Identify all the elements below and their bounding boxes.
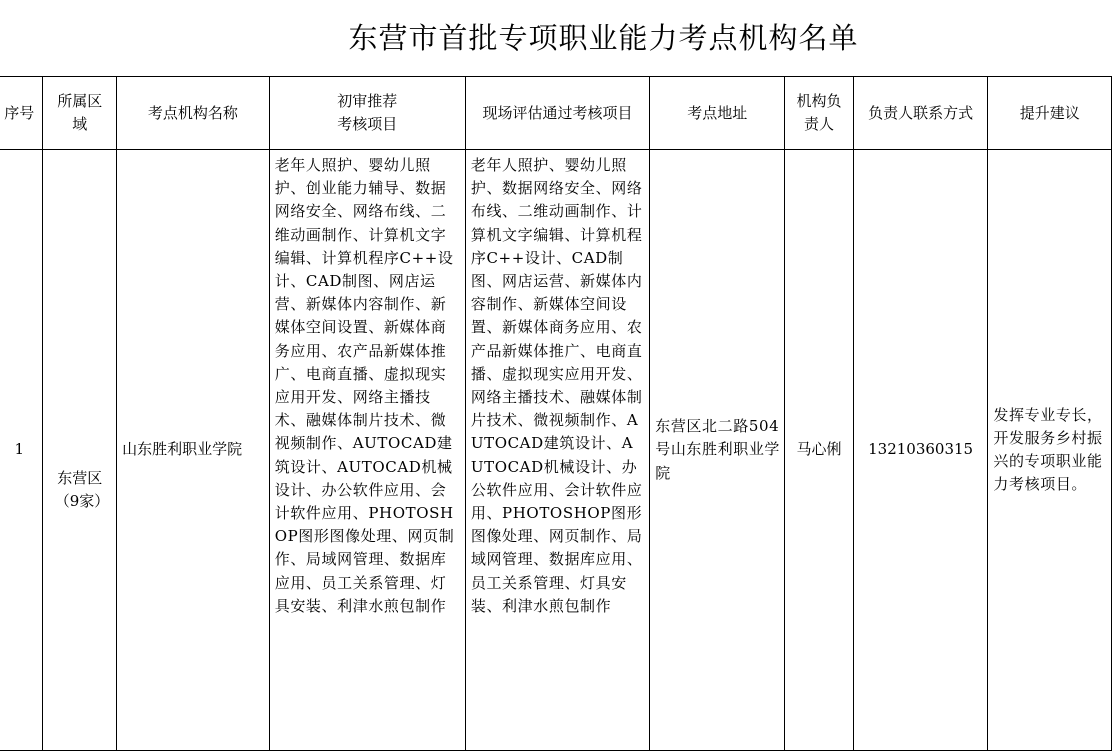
institution-table — [0, 76, 1112, 751]
header-district: 所属区域 — [43, 77, 117, 150]
cell-advice: 发挥专业专长，开发服务乡村振兴的专项职业能力考核项目。 — [988, 150, 1112, 751]
cell-initial-projects: 老年人照护、婴幼儿照护、创业能力辅导、数据网络安全、网络布线、二维动画制作、计算机文字编辑、计算机程序C++设计、CAD制图、网店运营、新媒体内容制作、新媒体空间设置、新媒体商务应用、农产品新媒体推广、电商直播、虚拟现实应用开发、网络主播技术、融媒体制片技术、微视频制作、AUTOCAD建筑设计、AUTOCAD机械设计、办公软件应用、会计软件应用、PHOTOSHOP图形图像处理、网页制作、局域网管理、数据库应用、员工关系管理、灯具安装、利津水煎包制作 — [269, 150, 465, 751]
cell-seq: 1 — [0, 150, 43, 751]
document-title: 东营市首批专项职业能力考点机构名单 — [348, 21, 859, 55]
cell-district: 东营区（9家） — [43, 150, 117, 751]
cell-org-name: 山东胜利职业学院 — [117, 150, 270, 751]
header-advice: 提升建议 — [988, 77, 1112, 150]
header-contact: 负责人联系方式 — [853, 77, 988, 150]
table-header-row — [0, 77, 1112, 150]
header-org-name: 考点机构名称 — [117, 77, 270, 150]
header-address: 考点地址 — [650, 77, 785, 150]
header-seq: 序号 — [0, 77, 43, 150]
cell-onsite-projects: 老年人照护、婴幼儿照护、数据网络安全、网络布线、二维动画制作、计算机文字编辑、计算机程序C++设计、CAD制图、网店运营、新媒体内容制作、新媒体空间设置、新媒体商务应用、农产品新媒体推广、电商直播、虚拟现实应用开发、网络主播技术、融媒体制片技术、微视频制作、AUTOCAD建筑设计、AUTOCAD机械设计、办公软件应用、会计软件应用、PHOTOSHOP图形图像处理、网页制作、局域网管理、数据库应用、员工关系管理、灯具安装、利津水煎包制作 — [465, 150, 649, 751]
table-row — [0, 150, 1112, 751]
header-initial-projects — [269, 77, 465, 150]
header-person: 机构负责人 — [785, 77, 854, 150]
cell-contact: 13210360315 — [853, 150, 988, 751]
cell-person: 马心俐 — [785, 150, 854, 751]
header-initial-line2: 考核项目 — [337, 115, 398, 133]
header-initial-line1: 初审推荐 — [337, 92, 398, 110]
cell-address: 东营区北二路504号山东胜利职业学院 — [650, 150, 785, 751]
header-onsite-projects: 现场评估通过考核项目 — [465, 77, 649, 150]
